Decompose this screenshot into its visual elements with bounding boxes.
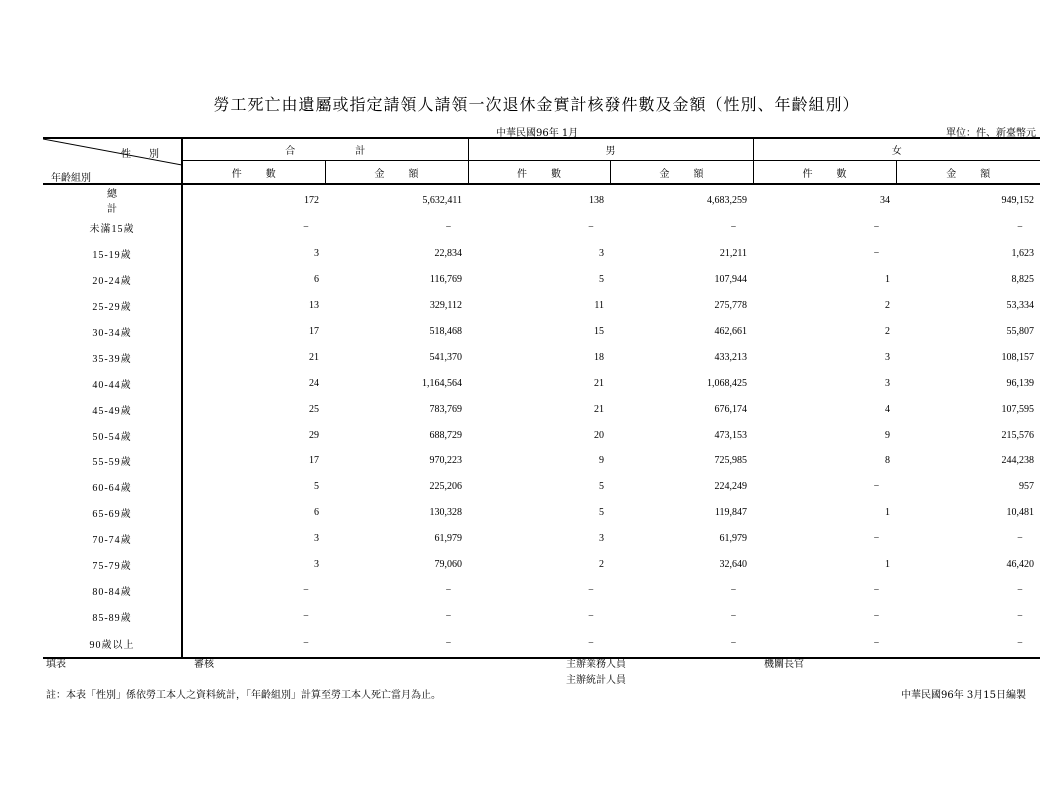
unit-label: 單位：件、新臺幣元 [946,128,1036,139]
count-cell: 24 [182,370,325,396]
count-cell: 5 [182,474,325,500]
count-cell: 18 [594,351,604,363]
age-group-cell: 總計 [107,189,161,215]
sub-header-amount: 金額 [610,161,753,185]
amount-cell: 433,213 [714,351,747,363]
count-cell: 9 [599,455,604,467]
count-cell: 1 [885,274,890,286]
amount-cell: 224,249 [714,481,747,493]
amount-cell: 275,778 [714,300,747,312]
count-cell: − [182,603,325,629]
group-header-male: 男 [468,138,753,161]
business-officer-label: 主辦業務人員 [566,659,626,670]
count-cell: 2 [599,559,604,571]
count-cell: 3 [182,241,325,267]
table-row [43,396,1040,422]
amount-cell: − [610,629,753,658]
count-cell: 17 [182,448,325,474]
amount-cell: − [445,584,452,596]
table-row [43,474,1040,500]
amount-cell: 8,825 [1011,274,1034,286]
count-cell: 20 [594,429,604,441]
table-row [43,267,1040,293]
amount-cell: 518,468 [429,326,462,337]
agency-head-label: 機關長官 [764,659,804,670]
count-cell: 6 [182,267,325,293]
count-cell: 2 [885,326,890,337]
count-cell: − [468,629,610,658]
age-group-cell: 40-44歲 [92,379,132,391]
count-cell: − [873,222,880,234]
count-cell: 34 [880,194,890,206]
group-header-total: 合計 [182,138,468,161]
amount-cell: 22,834 [434,248,462,260]
age-group-cell: 60-64歲 [92,483,132,495]
prepared-by-label: 填表 [46,659,66,670]
amount-cell: 676,174 [714,403,747,415]
table-row [43,552,1040,578]
count-cell: 138 [589,194,604,206]
amount-cell: 329,112 [429,300,462,312]
footnote: 註：本表「性別」係依勞工本人之資料統計，「年齡組別」計算至勞工本人死亡當月為止。 [46,690,441,701]
amount-cell: − [1017,533,1023,545]
count-cell: 3 [182,552,325,578]
count-cell: 5 [599,507,604,519]
amount-cell: − [1017,610,1023,622]
amount-cell: 21,211 [719,248,747,260]
amount-cell: 96,139 [1006,377,1034,389]
age-group-cell: 15-19歲 [92,250,132,262]
corner-gender-label: 性別 [121,149,177,160]
count-cell: − [873,248,880,260]
amount-cell: 1,623 [1011,248,1034,260]
age-group-cell: 30-34歲 [92,328,132,339]
age-group-cell: 65-69歲 [92,509,132,521]
amount-cell: 244,238 [1001,455,1034,467]
amount-cell: − [730,222,737,234]
count-cell: 21 [182,344,325,370]
amount-cell: 79,060 [434,559,462,571]
amount-cell: − [730,584,737,596]
amount-cell: 107,944 [714,274,747,286]
period-label: 中華民國96年 1月 [496,128,579,139]
table-row [43,344,1040,370]
amount-cell: 10,481 [1006,507,1034,519]
amount-cell: − [325,629,468,658]
count-cell: 3 [885,351,890,363]
amount-cell: − [896,629,1040,658]
count-cell: 3 [599,533,604,545]
table-row [43,603,1040,629]
amount-cell: 32,640 [719,559,747,571]
count-cell: 5 [599,481,604,493]
amount-cell: − [445,610,452,622]
table-row [43,422,1040,448]
amount-cell: 949,152 [1001,194,1034,206]
corner-age-label: 年齡組別 [51,173,91,184]
table-row [43,577,1040,603]
age-group-cell: 75-79歲 [92,561,132,573]
age-group-cell: 80-84歲 [92,586,132,598]
sub-header-count: 件數 [468,161,610,185]
count-cell: 3 [182,526,325,552]
amount-cell: 55,807 [1006,326,1034,337]
count-cell: 2 [885,300,890,312]
reviewed-by-label: 審核 [194,659,214,670]
age-group-cell: 未滿15歲 [89,224,135,236]
amount-cell: 215,576 [1001,429,1034,441]
count-cell: 3 [885,377,890,389]
table-row [43,241,1040,267]
table-row [43,448,1040,474]
age-group-cell: 20-24歲 [92,276,132,288]
count-cell: − [873,481,880,493]
count-cell: 11 [594,300,604,312]
amount-cell: 116,769 [429,274,462,286]
count-cell: 13 [182,293,325,319]
count-cell: − [182,629,325,658]
table-row [43,500,1040,526]
count-cell: − [182,577,325,603]
count-cell: 15 [594,326,604,337]
count-cell: 25 [182,396,325,422]
amount-cell: − [1017,584,1023,596]
amount-cell: 688,729 [429,429,462,441]
age-group-cell: 90歲以上 [43,629,182,658]
age-group-cell: 55-59歲 [92,457,132,469]
header-corner [43,138,182,184]
amount-cell: 462,661 [714,326,747,337]
table-row [43,319,1040,345]
count-cell: 1 [885,507,890,519]
amount-cell: 46,420 [1006,559,1034,571]
amount-cell: 53,334 [1006,300,1034,312]
age-group-cell: 35-39歲 [92,353,132,365]
count-cell: 9 [885,429,890,441]
table-row [43,526,1040,552]
count-cell: 17 [182,319,325,345]
count-cell: 4 [885,403,890,415]
count-cell: 172 [182,184,325,215]
age-group-cell: 70-74歲 [92,535,132,547]
count-cell: 29 [182,422,325,448]
amount-cell: − [445,222,452,234]
count-cell: 21 [594,377,604,389]
count-cell: 8 [885,455,890,467]
amount-cell: 725,985 [714,455,747,467]
compiled-date: 中華民國96年 3月15日編製 [901,690,1026,701]
statistics-table [43,137,1040,659]
count-cell: − [873,610,880,622]
statistics-officer-label: 主辦統計人員 [566,675,626,686]
age-group-cell: 85-89歲 [92,612,132,624]
amount-cell: 541,370 [429,351,462,363]
sub-header-amount: 金額 [325,161,468,185]
count-cell: − [753,629,896,658]
amount-cell: 957 [1019,481,1034,493]
amount-cell: 5,632,411 [422,194,462,206]
amount-cell: 107,595 [1001,403,1034,415]
count-cell: − [588,610,594,622]
count-cell: 3 [599,248,604,260]
amount-cell: 225,206 [429,481,462,493]
age-group-cell: 50-54歲 [92,431,132,443]
amount-cell: 61,979 [719,533,747,545]
group-header-female: 女 [753,138,1040,161]
count-cell: − [588,584,594,596]
sub-header-count: 件數 [182,161,325,185]
count-cell: 6 [182,500,325,526]
count-cell: − [873,584,880,596]
count-cell: 21 [594,403,604,415]
sub-header-count: 件數 [753,161,896,185]
table-row [43,293,1040,319]
count-cell: 5 [599,274,604,286]
table-body [43,184,1040,658]
count-cell: − [182,215,325,241]
page-title: 勞工死亡由遺屬或指定請領人請領一次退休金實計核發件數及金額（性別、年齡組別） [213,95,860,114]
amount-cell: − [730,610,737,622]
amount-cell: 1,164,564 [422,377,462,389]
amount-cell: − [1017,222,1023,234]
amount-cell: 108,157 [1001,351,1034,363]
table-row [43,629,1040,658]
count-cell: 1 [885,559,890,571]
amount-cell: 1,068,425 [707,377,747,389]
count-cell: − [588,222,594,234]
sub-header-amount: 金額 [896,161,1040,185]
amount-cell: 473,153 [714,429,747,441]
age-group-cell: 45-49歲 [92,405,132,417]
table-row [43,370,1040,396]
table-row [43,184,1040,215]
amount-cell: 130,328 [429,507,462,519]
table-row [43,215,1040,241]
amount-cell: 61,979 [434,533,462,545]
amount-cell: 970,223 [429,455,462,467]
age-group-cell: 25-29歲 [92,302,132,314]
amount-cell: 4,683,259 [707,194,747,206]
count-cell: − [873,533,880,545]
amount-cell: 783,769 [429,403,462,415]
amount-cell: 119,847 [714,507,747,519]
